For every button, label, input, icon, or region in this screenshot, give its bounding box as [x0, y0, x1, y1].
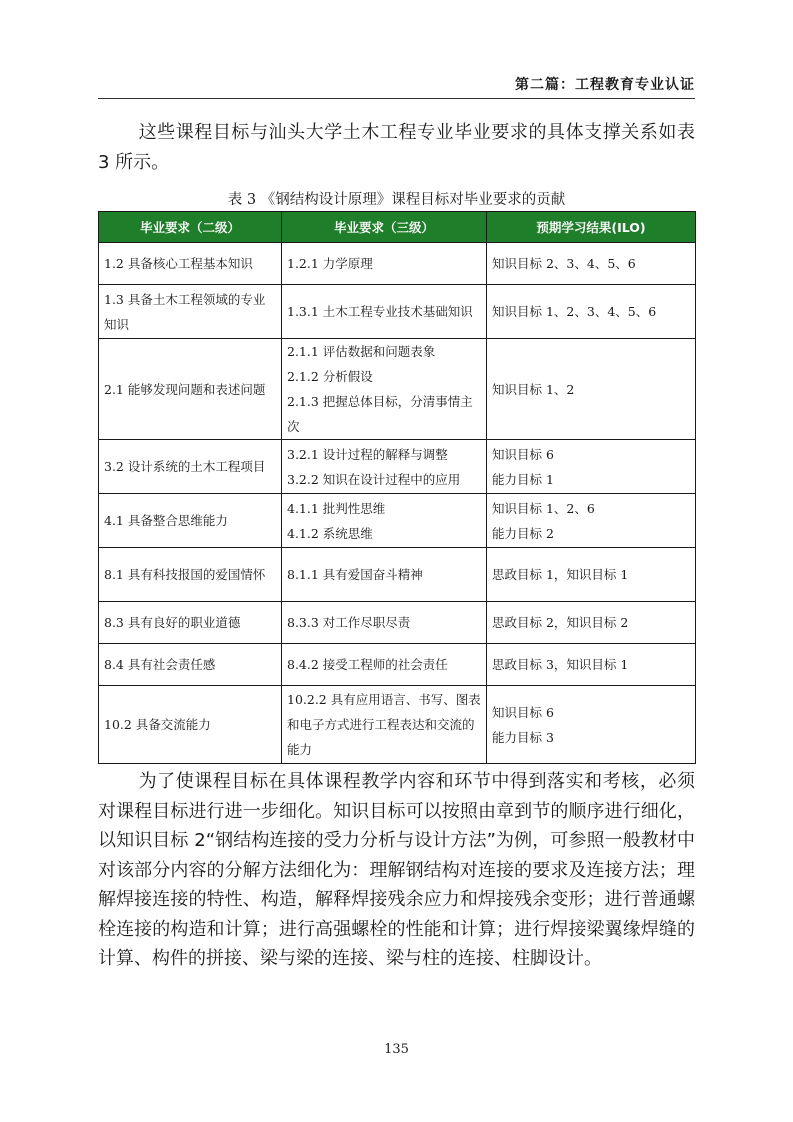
- cell-level2: [99, 243, 282, 285]
- cell-level3: [282, 644, 487, 686]
- cell-level3: [282, 548, 487, 602]
- cell-line: 思政目标 2，知识目标 2: [492, 615, 629, 630]
- cell-line: 4.1 具备整合思维能力: [104, 513, 228, 528]
- table-row: [99, 285, 696, 339]
- cell-line: 2.1.2 分析假设: [287, 369, 373, 384]
- cell-line: 4.1.2 系统思维: [287, 525, 373, 541]
- cell-ilo: [487, 644, 696, 686]
- cell-level3: [282, 440, 487, 494]
- cell-line: 3.2.1 设计过程的解释与调整: [287, 446, 448, 462]
- table-row: [99, 644, 696, 686]
- header-ilo: 预期学习结果(ILO): [487, 212, 696, 243]
- cell-line: 2.1 能够发现问题和表述问题: [104, 381, 266, 397]
- cell-line: 能力目标 2: [492, 525, 554, 541]
- cell-line: 知识目标 2、3、4、5、6: [492, 256, 636, 271]
- table-row: [99, 339, 696, 440]
- running-header: 第二篇：工程教育专业认证: [515, 77, 695, 93]
- cell-line: 10.2 具备交流能力: [104, 717, 211, 732]
- cell-line: 知识目标 1、2、6: [492, 500, 595, 516]
- cell-level3: [282, 602, 487, 644]
- table-row: [99, 440, 696, 494]
- cell-level2: [99, 548, 282, 602]
- cell-ilo: [487, 686, 696, 764]
- table-row: [99, 494, 696, 548]
- table-row: [99, 686, 696, 764]
- cell-level3: [282, 494, 487, 548]
- cell-level2: [99, 602, 282, 644]
- cell-line: 能力目标 3: [492, 729, 554, 745]
- cell-line: 1.2 具备核心工程基本知识: [104, 256, 253, 271]
- header-rule: [98, 98, 695, 99]
- cell-line: 1.3.1 土木工程专业技术基础知识: [287, 304, 473, 319]
- cell-line: 能力目标 1: [492, 471, 554, 487]
- cell-ilo: [487, 548, 696, 602]
- cell-line: 8.1 具有科技报国的爱国情怀: [104, 567, 266, 582]
- cell-line: 知识目标 1、2: [492, 381, 575, 397]
- table-row: [99, 548, 696, 602]
- cell-ilo: [487, 243, 696, 285]
- cell-ilo: [487, 440, 696, 494]
- cell-line: 思政目标 1，知识目标 1: [492, 567, 629, 582]
- intro-paragraph-text: 这些课程目标与汕头大学土木工程专业毕业要求的具体支撑关系如表 3 所示。: [98, 122, 695, 173]
- cell-line: 8.4 具有社会责任感: [104, 657, 216, 672]
- cell-level3: [282, 243, 487, 285]
- cell-line: 10.2.2 具有应用语言、书写、图表和电子方式进行工程表达和交流的能力: [287, 692, 481, 757]
- body-paragraph-text: 为了使课程目标在具体课程教学内容和环节中得到落实和考核，必须对课程目标进行进一步细化。知识目标可以按照由章到节的顺序进行细化，以知识目标 2“钢结构连接的受力分析与设计方法”为例，可参照一般教材中对该部分内容的分解方法细化为：理解钢结构对连接的要求及连接方法；理解焊接连接的特性、构造，解释焊接残余应力和焊接残余变形；进行普通螺栓连接的构造和计算；进行高强螺栓的性能和计算；进行焊接梁翼缘焊缝的计算、构件的拼接、梁与梁的连接、梁与柱的连接、柱脚设计。: [98, 771, 695, 969]
- cell-level2: [99, 494, 282, 548]
- cell-level3: [282, 285, 487, 339]
- table-row: [99, 602, 696, 644]
- cell-ilo: [487, 339, 696, 440]
- cell-line: 8.4.2 接受工程师的社会责任: [287, 657, 448, 672]
- cell-ilo: [487, 285, 696, 339]
- table-row: [99, 243, 696, 285]
- table-header-row: [99, 212, 696, 243]
- cell-level2: [99, 686, 282, 764]
- cell-line: 知识目标 6: [492, 446, 554, 462]
- cell-line: 2.1.3 把握总体目标，分清事情主次: [287, 394, 473, 434]
- cell-level3: [282, 686, 487, 764]
- cell-line: 2.1.1 评估数据和问题表象: [287, 344, 436, 359]
- body-paragraph: [98, 767, 695, 974]
- cell-level3: [282, 339, 487, 440]
- page-number: 135: [384, 1042, 409, 1057]
- requirements-table: [98, 211, 696, 764]
- cell-line: 1.3 具备土木工程领域的专业知识: [104, 291, 266, 332]
- cell-line: 8.1.1 具有爱国奋斗精神: [287, 567, 423, 582]
- cell-line: 思政目标 3，知识目标 1: [492, 657, 629, 672]
- cell-level2: [99, 285, 282, 339]
- cell-line: 3.2.2 知识在设计过程中的应用: [287, 471, 461, 487]
- cell-line: 4.1.1 批判性思维: [287, 500, 386, 516]
- cell-line: 8.3.3 对工作尽职尽责: [287, 615, 411, 630]
- table-caption: 表 3 《钢结构设计原理》课程目标对毕业要求的贡献: [227, 192, 566, 208]
- cell-level2: [99, 339, 282, 440]
- cell-line: 8.3 具有良好的职业道德: [104, 615, 241, 630]
- header-level2: 毕业要求（二级）: [99, 212, 282, 243]
- cell-level2: [99, 644, 282, 686]
- cell-level2: [99, 440, 282, 494]
- cell-line: 知识目标 1、2、3、4、5、6: [492, 304, 657, 319]
- cell-ilo: [487, 494, 696, 548]
- header-level3: 毕业要求（三级）: [282, 212, 487, 243]
- cell-line: 1.2.1 力学原理: [287, 256, 373, 271]
- cell-line: 知识目标 6: [492, 704, 554, 720]
- cell-line: 3.2 设计系统的土木工程项目: [104, 459, 266, 474]
- intro-paragraph: [98, 118, 695, 177]
- cell-ilo: [487, 602, 696, 644]
